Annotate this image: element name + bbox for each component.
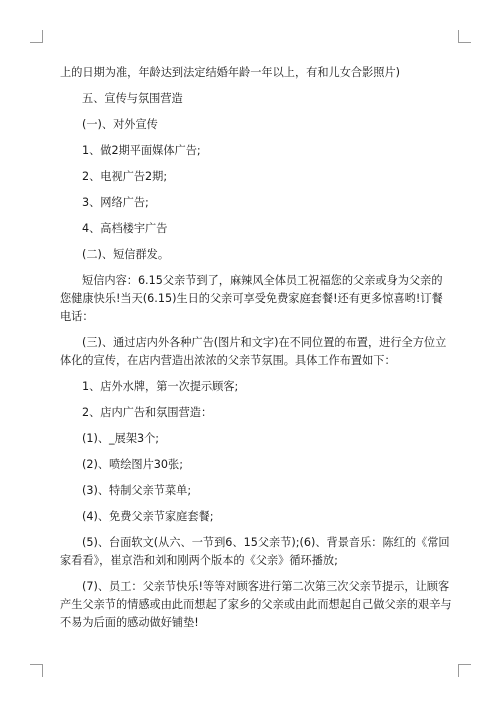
list-item: 2、店内广告和氛围营造： bbox=[82, 406, 213, 419]
paragraph-continuation: 上的日期为准，年龄达到法定结婚年龄一年以上，有和儿女合影照片) bbox=[60, 66, 400, 79]
list-item: (7)、员工：父亲节快乐!等等对顾客进行第二次第三次父亲节提示，让顾客产生父亲节的情感或由此而想起了家乡的父亲或由此而想起自己做父亲的艰辛与不易为后面的感动做好铺垫! bbox=[60, 580, 452, 629]
list-item: 1、做2期平面媒体广告; bbox=[82, 144, 201, 157]
subsection-heading: (二)、短信群发。 bbox=[82, 248, 170, 261]
list-item: 4、高档楼宇广告 bbox=[82, 222, 168, 235]
crop-mark-bottom-left bbox=[30, 664, 43, 677]
paragraph: 短信内容：6.15父亲节到了，麻辣风全体员工祝福您的父亲或身为父亲的您健康快乐!当天(6.15)生日的父亲可享受免费家庭套餐!还有更多惊喜哟!订餐电话： bbox=[60, 274, 443, 323]
subsection-heading: (一)、对外宣传 bbox=[82, 118, 158, 131]
list-item: (5)、台面软文(从六、一节到6、15父亲节);(6)、背景音乐：陈红的《常回家看看》，崔京浩和刘和刚两个版本的《父亲》循环播放; bbox=[60, 536, 450, 567]
crop-mark-top-right bbox=[458, 30, 471, 43]
list-item: 3、网络广告; bbox=[82, 196, 149, 209]
crop-mark-top-left bbox=[30, 30, 43, 43]
list-item: (2)、喷绘图片30张; bbox=[82, 458, 183, 471]
list-item: (3)、特制父亲节菜单; bbox=[82, 484, 192, 497]
paragraph: (三)、通过店内外各种广告(图片和文字)在不同位置的布置，进行全方位立体化的宣传，在店内营造出浓浓的父亲节氛围。具体工作布置如下： bbox=[60, 336, 447, 367]
list-item: 2、电视广告2期; bbox=[82, 170, 168, 183]
list-item: (4)、免费父亲节家庭套餐; bbox=[82, 510, 214, 523]
document-body bbox=[60, 64, 452, 640]
list-item: 1、店外水牌，第一次提示顾客; bbox=[82, 380, 239, 393]
list-item: (1)、_展架3个; bbox=[82, 432, 160, 445]
crop-mark-bottom-right bbox=[458, 664, 471, 677]
section-heading: 五、宣传与氛围营造 bbox=[82, 92, 183, 105]
